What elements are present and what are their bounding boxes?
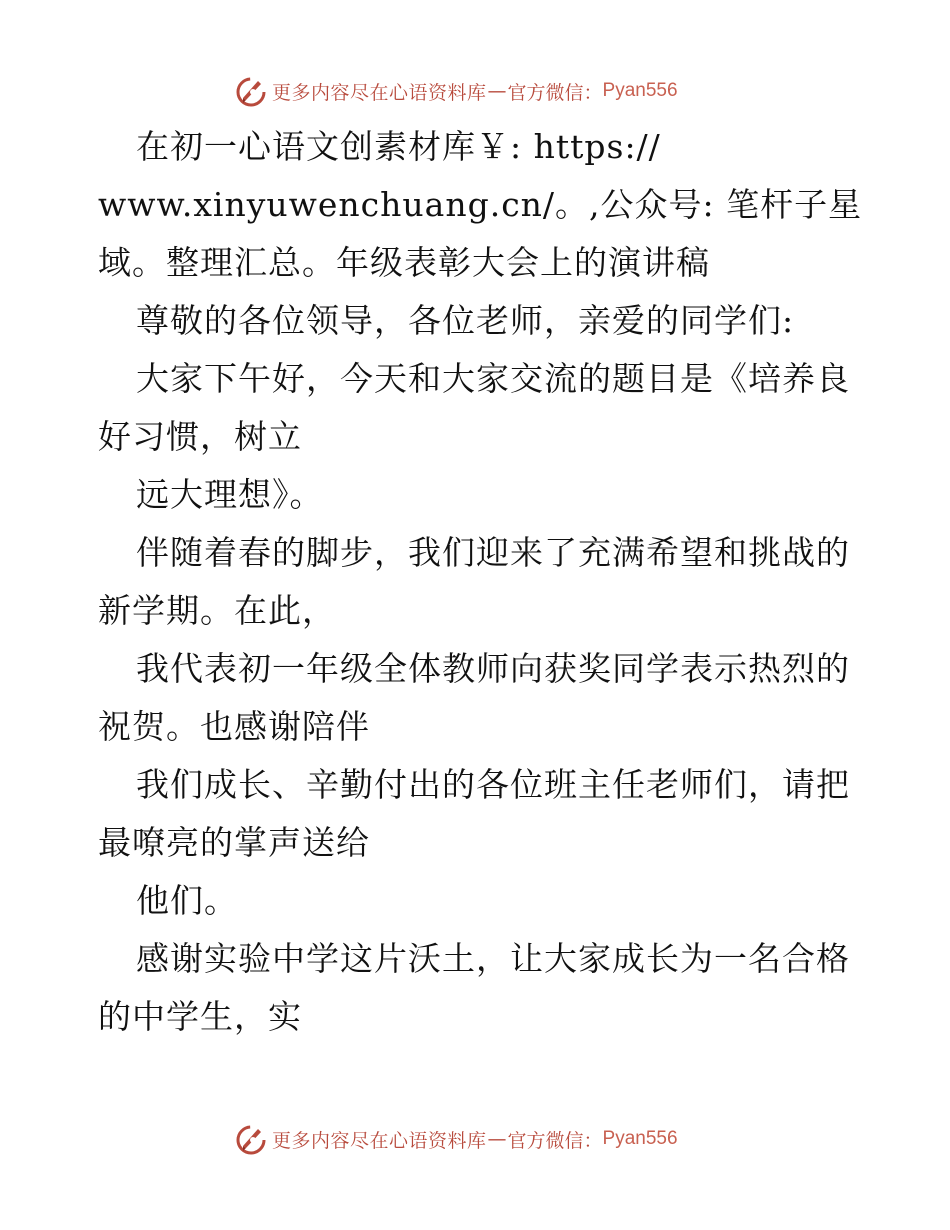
body-line: 祝贺。也感谢陪伴 bbox=[98, 707, 370, 746]
banner-slogan: 更多内容尽在心语资料库 bbox=[272, 81, 487, 104]
header-banner-content bbox=[234, 74, 678, 108]
body-line: 大家下午好，今天和大家交流的题目是《培养良 bbox=[136, 359, 850, 398]
banner-separator: — bbox=[487, 1128, 507, 1150]
body-line: 感谢实验中学这片沃土，让大家成长为一名合格 bbox=[136, 939, 850, 978]
body-line: 远大理想》。 bbox=[136, 475, 324, 514]
body-line: 他们。 bbox=[136, 881, 238, 920]
body-line: 域。整理汇总。年级表彰大会上的演讲稿 bbox=[98, 243, 710, 282]
body-line: 好习惯，树立 bbox=[98, 417, 302, 456]
body-line: 我们成长、辛勤付出的各位班主任老师们，请把 bbox=[136, 765, 850, 804]
banner-wechat-id: Pyan556 bbox=[602, 1128, 678, 1149]
header-banner bbox=[0, 70, 950, 110]
body-line: 最嘹亮的掌声送给 bbox=[98, 823, 370, 862]
quill-logo-icon bbox=[234, 1122, 268, 1156]
banner-wechat-id: Pyan556 bbox=[602, 80, 678, 101]
body-line: 我代表初一年级全体教师向获奖同学表示热烈的 bbox=[136, 649, 850, 688]
body-line: 伴随着春的脚步，我们迎来了充满希望和挑战的 bbox=[136, 533, 850, 572]
footer-banner bbox=[0, 1118, 950, 1158]
body-line: www.xinyuwenchuang.cn/。,公众号: 笔杆子星 bbox=[98, 185, 863, 224]
footer-banner-content bbox=[234, 1122, 678, 1156]
banner-wechat-label: 官方微信： bbox=[507, 81, 603, 104]
quill-logo-icon bbox=[234, 74, 268, 108]
body-line: 新学期。在此， bbox=[98, 591, 336, 630]
body-line: 在初一心语文创素材库￥: https:// bbox=[136, 127, 661, 166]
banner-separator: — bbox=[487, 80, 507, 102]
banner-wechat-label: 官方微信： bbox=[507, 1129, 603, 1152]
body-line: 尊敬的各位领导，各位老师，亲爱的同学们: bbox=[136, 301, 795, 340]
body-line: 的中学生，实 bbox=[98, 997, 302, 1036]
banner-slogan: 更多内容尽在心语资料库 bbox=[272, 1129, 487, 1152]
